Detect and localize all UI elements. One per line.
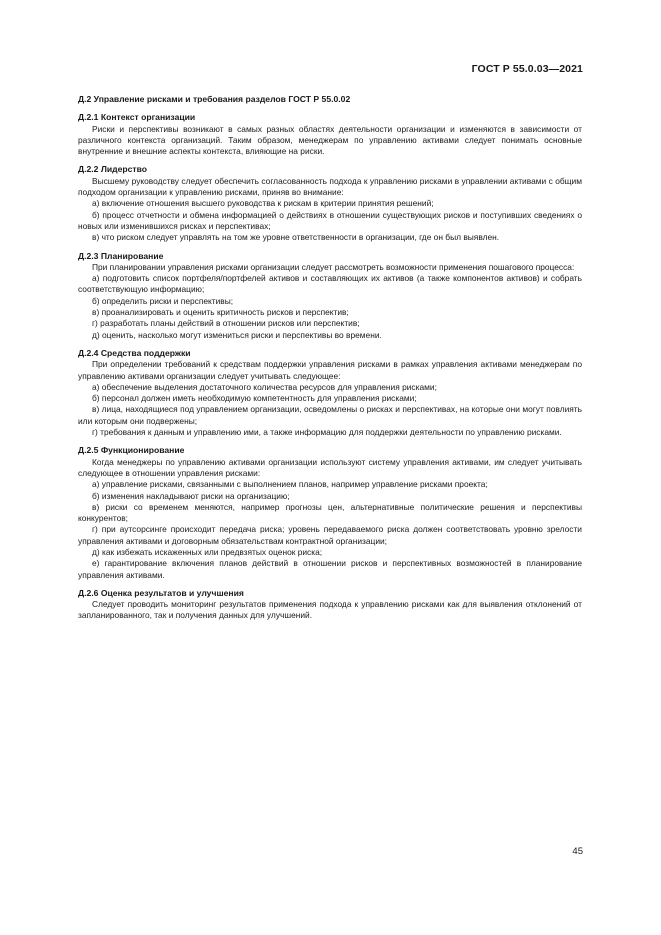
list-item: д) оценить, насколько могут измениться риски и перспективы во времени. [92, 329, 382, 340]
section-heading: Д.2.2 Лидерство [78, 164, 148, 175]
list-item: б) изменения накладывают риски на организацию; [92, 490, 290, 501]
section-title: Д.2 Управление рисками и требования разделов ГОСТ Р 55.0.02 [78, 94, 351, 104]
section-heading: Д.2.3 Планирование [78, 250, 164, 261]
section-heading: Д.2.4 Средства поддержки [78, 347, 191, 358]
list-item: б) процесс отчетности и обмена информацией о действиях в отношении существующих рисков и поступивших сведениях о новых или изменившихся рисках и перспективах; [78, 209, 582, 231]
paragraph: Риски и перспективы возникают в самых разных областях деятельности организации и изменяются в зависимости от различного контекста организаций. Таким образом, менеджерам по управлению активами следует понимать основные внутренние и внешние аспекты контекста, влияющие на риски. [78, 123, 582, 157]
paragraph: При планировании управления рисками организации следует рассмотреть возможности применения пошагового процесса: [92, 261, 575, 272]
list-item: а) обеспечение выделения достаточного количества ресурсов для управления рисками; [92, 381, 437, 392]
list-item: в) проанализировать и оценить критичность рисков и перспектив; [92, 307, 349, 318]
section-context [78, 112, 582, 157]
list-item: а) подготовить список портфеля/портфелей активов и составляющих их активов (а также компонентов активов) и собрать соответствующую информацию; [78, 273, 582, 295]
section-heading: Д.2.6 Оценка результатов и улучшения [78, 587, 244, 598]
section-evaluation [78, 588, 582, 622]
list-item: б) персонал должен иметь необходимую компетентность для управления рисками; [92, 393, 417, 404]
list-item: в) лица, находящиеся под управлением организации, осведомлены о рисках и перспективах, на которые они могут повлиять или которым они подвержены; [78, 404, 582, 426]
list-item: в) что риском следует управлять на том же уровне ответственности в организации, где он был выявлен. [92, 232, 500, 243]
list-item: в) риски со временем меняются, например прогнозы цен, альтернативные политические решения и перспективы конкурентов; [78, 501, 582, 524]
section-operation [78, 445, 582, 581]
list-item: а) включение отношения высшего руководства к рискам в критерии принятия решений; [92, 198, 434, 209]
paragraph: Высшему руководству следует обеспечить согласованность подхода к управлению рисками в управлении активами с общим подходом организации к управлению рисками, приняв во внимание: [78, 175, 582, 198]
list-item: б) определить риски и перспективы; [92, 295, 234, 306]
section-planning [78, 251, 582, 341]
section-leadership [78, 164, 582, 243]
document-body [78, 94, 582, 629]
paragraph: Когда менеджеры по управлению активами организации используют систему управления активами, им следует учитывать следующее в отношении управления рисками: [78, 456, 582, 478]
section-support [78, 348, 582, 438]
list-item: а) управление рисками, связанными с выполнением планов, например управление рисками проекта; [92, 479, 488, 490]
section-heading: Д.2.5 Функционирование [78, 445, 185, 456]
list-item: г) разработать планы действий в отношении рисков или перспектив; [92, 318, 360, 329]
document-id: ГОСТ Р 55.0.03—2021 [471, 63, 583, 75]
list-item: г) при аутсорсинге происходит передача риска; уровень передаваемого риска должен соответствовать уровню зрелости управления активами и договорным обязательствам контрактной организации; [78, 524, 582, 546]
list-item: е) гарантирование включения планов действий в отношении рисков и перспективных возможностей в планирование управления активами. [78, 558, 582, 580]
page-number: 45 [572, 846, 583, 857]
paragraph: Следует проводить мониторинг результатов применения подхода к управлению рисками как для выявления отклонений от запланированного, так и получения данных для улучшений. [78, 599, 582, 621]
list-item: д) как избежать искаженных или предвзятых оценок риска; [92, 546, 323, 557]
paragraph: При определении требований к средствам поддержки управления рисками в рамках управления активами менеджерам по управлению активами организации следует учитывать следующее: [78, 359, 582, 381]
list-item: г) требования к данным и управлению ими, а также информацию для поддержки деятельности по управлению рисками. [92, 427, 562, 438]
section-heading: Д.2.1 Контекст организации [78, 112, 196, 123]
